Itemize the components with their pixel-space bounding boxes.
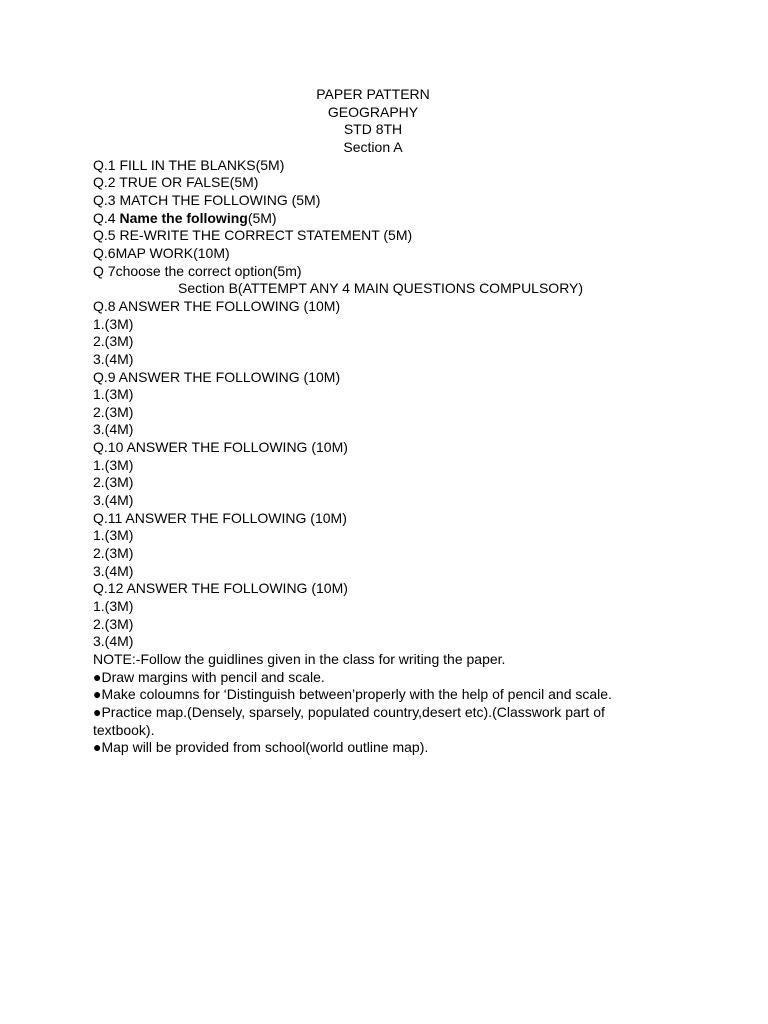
question-part: 3.(4M) [93,492,134,509]
section-b-question [93,580,653,651]
question-part: 2.(3M) [93,615,134,632]
question-part: 3.(4M) [93,350,134,367]
question-line: Q.1 FILL IN THE BLANKS(5M) [93,156,285,173]
q4-prefix: Q.4 [93,209,120,226]
section-b-question [93,510,653,581]
subject-heading: GEOGRAPHY [327,103,419,120]
section-b-question [93,298,653,369]
section-b-heading: Section B(ATTEMPT ANY 4 MAIN QUESTIONS COMPULSORY) [178,280,584,297]
question-part: 1.(3M) [93,598,134,615]
q4-suffix: (5M) [247,209,277,226]
section-b-question [93,369,653,440]
bullet-item: ●Make coloumns for ‘Distinguish between’properly with the help of pencil and scale. [93,686,612,703]
section-a-heading: Section A [343,138,403,155]
question-line: Q.3 MATCH THE FOLLOWING (5M) [93,191,321,208]
question-part: 3.(4M) [93,633,134,650]
question-title: Q.8 ANSWER THE FOLLOWING (10M) [93,297,341,314]
question-title: Q.9 ANSWER THE FOLLOWING (10M) [93,368,341,385]
question-title: Q.12 ANSWER THE FOLLOWING (10M) [93,580,348,597]
paper-pattern-document [93,86,653,757]
question-part: 1.(3M) [93,527,134,544]
bullet-item: ●Draw margins with pencil and scale. [93,668,325,685]
question-part: 3.(4M) [93,562,134,579]
q4-bold-text: Name the following [119,209,248,226]
bullet-item: ●Practice map.(Densely, sparsely, populated country,desert etc).(Classwork part of textbook). [93,703,605,738]
question-part: 3.(4M) [93,421,134,438]
question-line-q4 [93,210,653,228]
question-line: Q.5 RE-WRITE THE CORRECT STATEMENT (5M) [93,227,413,244]
question-line: Q.6MAP WORK(10M) [93,244,230,261]
question-part: 1.(3M) [93,315,134,332]
question-title: Q.10 ANSWER THE FOLLOWING (10M) [93,439,348,456]
question-title: Q.11 ANSWER THE FOLLOWING (10M) [93,509,347,526]
question-part: 2.(3M) [93,474,134,491]
question-part: 1.(3M) [93,456,134,473]
standard-heading: STD 8TH [343,121,403,138]
question-part: 2.(3M) [93,545,134,562]
bullet-item: ●Map will be provided from school(world outline map). [93,739,429,756]
page-title: PAPER PATTERN [316,86,430,102]
note-text: NOTE:-Follow the guidlines given in the class for writing the paper. [93,651,506,667]
question-line: Q 7choose the correct option(5m) [93,262,302,279]
section-b-question [93,439,653,510]
question-line: Q.2 TRUE OR FALSE(5M) [93,174,259,191]
question-part: 2.(3M) [93,333,134,350]
question-part: 1.(3M) [93,386,134,403]
question-part: 2.(3M) [93,403,134,420]
